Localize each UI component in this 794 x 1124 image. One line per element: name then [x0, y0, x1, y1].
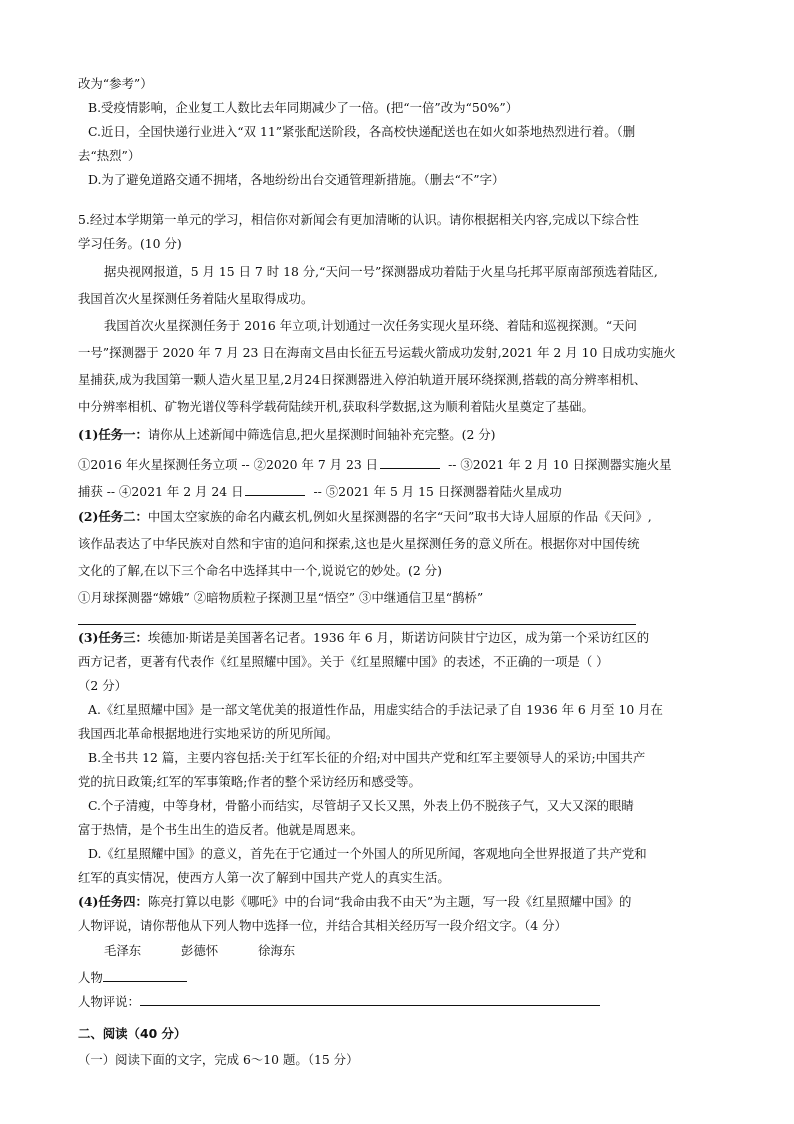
task2-text: 中国太空家族的命名内藏玄机,例如火星探测器的名字“天问”取书大诗人屈原的作品《天问》,	[147, 509, 652, 524]
task1-prompt	[78, 429, 496, 441]
comment-label: 人物评说：	[78, 994, 140, 1009]
q4-line-a: 改为“参考”）	[78, 76, 153, 91]
task3-head: (3)任务三：	[78, 630, 148, 645]
timeline-blank-4[interactable]	[245, 483, 305, 496]
task2-options: ①月球探测器“嫦娥” ②暗物质粒子探测卫星“悟空” ③中继通信卫星“鹊桥”	[78, 590, 484, 605]
comment-blank[interactable]	[140, 993, 600, 1006]
task2-head: (2)任务二：	[78, 509, 148, 524]
timeline-blank-2[interactable]	[380, 456, 440, 469]
task4-name-2: 彭德怀	[181, 943, 219, 958]
task3-option-c: C.个子清瘦，中等身材，骨骼小而结实，尽管胡子又长又黑，外表上仍不脱孩子气，又大又深的眼睛	[88, 798, 634, 813]
task4-text-l2: 人物评说，请你帮他从下列人物中选择一位，并结合其相关经历写一段介绍文字。（4 分）	[78, 918, 567, 933]
task4-name-1: 毛泽东	[104, 943, 142, 958]
news-paragraph-2: 我国首次火星探测任务于 2016 年立项,计划通过一次任务实现火星环绕、着陆和巡视探测。“天问	[104, 318, 637, 333]
timeline-part-b: -- ③2021 年 2 月 10 日探测器实施火星	[448, 457, 672, 472]
person-label: 人物	[78, 970, 103, 985]
timeline-part-a: ①2016 年火星探测任务立项 -- ②2020 年 7 月 23 日	[78, 457, 379, 472]
task1-timeline-line1	[78, 456, 672, 471]
q4-option-d: D.为了避免道路交通不拥堵，各地纷纷出台交通管理新措施。（删去“不”字）	[88, 172, 505, 187]
task2-text-l3: 文化的了解,在以下三个命名中选择其中一个,说说它的妙处。(2 分)	[78, 563, 442, 578]
q4-option-c: C.近日，全国快递行业进入“双 11”紧张配送阶段，各高校快递配送也在如火如荼地热烈进行着。（删	[88, 124, 636, 139]
task1-timeline-line2	[78, 483, 562, 498]
task2-text-l2: 该作品表达了中华民族对自然和宇宙的追问和探索,这也是火星探测任务的意义所在。根据你对中国传统	[78, 536, 640, 551]
person-field	[78, 969, 187, 984]
task2-answer-line[interactable]	[78, 624, 636, 625]
task3-option-b: B.全书共 12 篇，主要内容包括:关于红军长征的介绍;对中国共产党和红军主要领导人的采访;中国共产	[88, 750, 646, 765]
task2-prompt	[78, 511, 652, 523]
task1-text: 请你从上述新闻中筛选信息,把火星探测时间轴补充完整。(2 分)	[147, 427, 496, 442]
task3-text-l2: 西方记者，更著有代表作《红星照耀中国》。关于《红星照耀中国》的表述，不正确的一项是（ ）	[78, 654, 609, 669]
task1-head: (1)任务一：	[78, 427, 148, 442]
q5-stem: 5.经过本学期第一单元的学习，相信你对新闻会有更加清晰的认识。请你根据相关内容,完成以下综合性	[78, 212, 639, 227]
task3-option-a: A.《红星照耀中国》是一部文笔优美的报道性作品，用虚实结合的手法记录了自 1936 年 6 月至 10 月在	[88, 702, 663, 717]
news-paragraph-2-l4: 中分辨率相机、矿物光谱仪等科学载荷陆续开机,获取科学数据,这为顺利着陆火星奠定了基础。	[78, 399, 594, 414]
task3-option-d-cont: 红军的真实情况，使西方人第一次了解到中国共产党人的真实生活。	[78, 870, 450, 885]
news-paragraph-2-l2: 一号”探测器于 2020 年 7 月 23 日在海南文昌由长征五号运载火箭成功发射,2021 年 2 月 10 日成功实施火	[78, 345, 676, 360]
task4-name-3: 徐海东	[258, 943, 296, 958]
q4-option-b: B.受疫情影响，企业复工人数比去年同期减少了一倍。(把“一倍”改为“50%”）	[88, 100, 519, 115]
task3-text: 埃德加·斯诺是美国著名记者。1936 年 6 月，斯诺访问陕甘宁边区，成为第一个采访红区的	[147, 630, 650, 645]
section2-subtitle: （一）阅读下面的文字，完成 6～10 题。（15 分）	[78, 1052, 359, 1067]
q5-stem-cont: 学习任务。(10 分)	[78, 236, 182, 251]
task3-prompt	[78, 632, 649, 644]
news-paragraph-1: 据央视网报道，5 月 15 日 7 时 18 分,“天问一号”探测器成功着陆于火星乌托邦平原南部预选着陆区,	[104, 264, 658, 279]
section2-title: 二、阅读（40 分）	[78, 1026, 187, 1041]
person-blank[interactable]	[103, 969, 187, 982]
timeline-part-c: 捕获 -- ④2021 年 2 月 24 日	[78, 484, 244, 499]
task4-text: 陈亮打算以电影《哪吒》中的台词“我命由我不由天”为主题，写一段《红星照耀中国》的	[147, 894, 632, 909]
task4-head: (4)任务四：	[78, 894, 148, 909]
task3-score: （2 分）	[78, 678, 127, 693]
task3-option-d: D.《红星照耀中国》的意义，首先在于它通过一个外国人的所见所闻，客观地向全世界报道了共产党和	[88, 846, 647, 861]
news-paragraph-1-cont: 我国首次火星探测任务着陆火星取得成功。	[78, 291, 314, 306]
task4-prompt	[78, 896, 631, 908]
comment-field	[78, 993, 600, 1008]
q4-option-c-cont: 去“热烈”）	[78, 148, 141, 163]
news-paragraph-2-l3: 星捕获,成为我国第一颗人造火星卫星,2月24日探测器进入停泊轨道开展环绕探测,搭载的高分辨率相机、	[78, 372, 647, 387]
task3-option-c-cont: 富于热情，是个书生出生的造反者。他就是周恩来。	[78, 822, 363, 837]
task3-option-a-cont: 我国西北革命根据地进行实地采访的所见所闻。	[78, 726, 339, 741]
timeline-part-d: -- ⑤2021 年 5 月 15 日探测器着陆火星成功	[313, 484, 562, 499]
task3-option-b-cont: 党的抗日政策;红军的军事策略;作者的整个采访经历和感受等。	[78, 774, 421, 789]
